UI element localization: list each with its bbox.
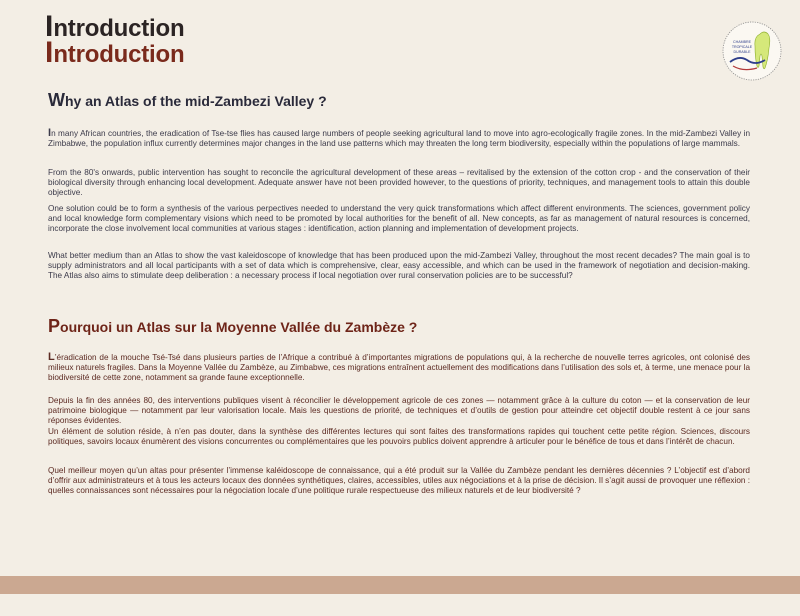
french-heading: Pourquoi un Atlas sur la Moyenne Vallée du Zambèze ?	[48, 316, 418, 336]
page-header	[45, 10, 185, 69]
english-paragraph-3: One solution could be to form a synthesis of the various perpectives needed to understand the very quick transformations which affect different environments. The sciences, government policy and local knowledge form complementary visions which need to be promoted by local authorities for the benefit of all. New concepts, as far as management of natural resources is concerned, incorporate the close involvement local communities at various stages : identification, action planning and implementation of development projects.	[48, 204, 750, 234]
french-paragraph-4: Quel meilleur moyen qu’un altas pour présenter l’immense kaléidoscope de connaissance, qui a été produit sur la Vallée du Zambèze pendant les dernières décennies ? L’objectif est d’abord d’offrir aux administrateurs et à tous les acteurs locaux des données synthétiques, claires, accessibles, utiles aux négociations et à la prise de décision. Il s’agit aussi de provoquer une réflexion : quelles connaissances sont nécessaires pour la négociation locale d’une politique rurale respectueuse des milieux naturels et de leur biodiversité ?	[48, 466, 750, 496]
title-french: Introduction	[45, 36, 185, 69]
french-paragraph-2: Depuis la fin des années 80, des interventions publiques visent à réconcilier le développement agricole de ces zones — notamment grâce à la culture du coton — et la conservation de leur patrimoine biologique — notamment par leur valorisation locale. Mais les questions de priorité, de techniques et d’outils de gestion pour atteindre cet objectif double restent à ce jour sans réponses évidentes.	[48, 396, 750, 426]
english-paragraph-1: In many African countries, the eradication of Tse-tse flies has caused large numbers of people seeking agricultural land to move into agro-ecologically fragile zones. In the mid-Zambezi Valley in Zimbabwe, the population influx currently determines major changes in the land use patterns which may threaten the long term biodiversity, especially within the populations of large mammals.	[48, 127, 750, 149]
french-paragraph-1: L’éradication de la mouche Tsé-Tsé dans plusieurs parties de l’Afrique a contribué à d’importantes migrations de populations qui, à la recherche de nouvelle terres agricoles, ont colonisé des milieux naturels fragiles. Dans la Moyenne Vallée du Zambèze, au Zimbabwe, ces migrations entraînent actuellement des modifications dans l’utilisation des sols et, à terme, une menace pour la biodiversité de cette zone, notamment sa grande faune exceptionnelle.	[48, 351, 750, 383]
institution-logo-icon	[721, 20, 783, 82]
english-paragraph-4: What better medium than an Atlas to show the vast kaleidoscope of knowledge that has been produced upon the mid-Zambezi Valley, throughout the most recent decades? The main goal is to supply administrators and all local participants with a set of data which is comprehensive, clear, easy accessible, and which can be used in the framework of negotiation and decision-making. The Atlas also aims to stimulate deep deliberation : a necessary process if local negotiation over rural conservation policies are to be successful?	[48, 251, 750, 281]
french-paragraph-3: Un élément de solution réside, à n’en pas douter, dans la synthèse des différentes lectures qui sont faites des transformations rapides qui touchent cette petite région. Sciences, discours politiques, savoirs locaux énumèrent des visions concurrentes ou complémentaires que les pouvoirs publics doivent apprendre à articuler pour le bénéfice de tous et dans l’intérêt de chacun.	[48, 427, 750, 447]
title-english: Introduction	[45, 10, 185, 43]
svg-text:CHAMBRE: CHAMBRE	[733, 40, 751, 44]
svg-text:DURABLE: DURABLE	[733, 50, 751, 54]
svg-text:TROPICALE: TROPICALE	[731, 45, 753, 49]
english-heading: Why an Atlas of the mid-Zambezi Valley ?	[48, 90, 327, 110]
english-paragraph-2: From the 80's onwards, public intervention has sought to reconcile the agricultural development of these areas – revitalised by the extension of the cotton crop - and the conservation of their biological diversity through enhancing local development. Adequate answer have not been provided however, to the questions of priority, techniques, and management tools to attain this double objective.	[48, 168, 750, 198]
footer-band	[0, 576, 800, 594]
